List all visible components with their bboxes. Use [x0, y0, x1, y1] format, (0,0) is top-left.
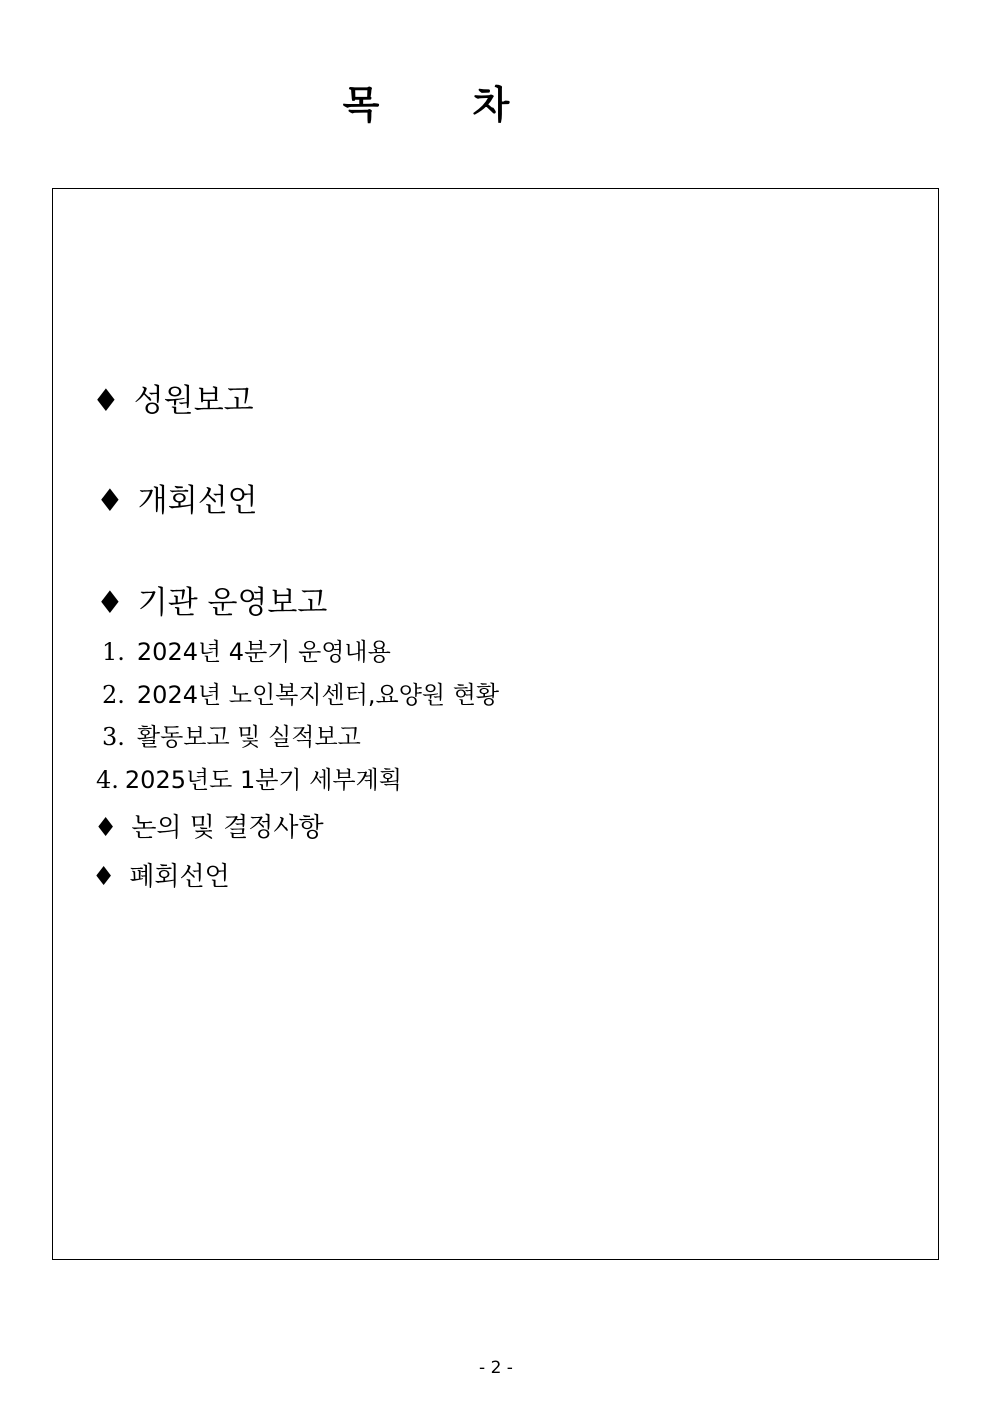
- page-number: - 2 -: [479, 1358, 513, 1378]
- toc-section-opening-declaration: [96, 483, 258, 519]
- toc-section-label: 기관 운영보고: [137, 585, 328, 621]
- diamond-bullet-icon: ♦: [94, 813, 118, 843]
- toc-section-closing-declaration: [92, 864, 230, 890]
- page-title: 목 차: [342, 83, 550, 127]
- toc-section-discussion-decisions: [94, 815, 324, 841]
- diamond-bullet-icon: ♦: [96, 483, 124, 519]
- toc-subitem-number: 2.: [102, 681, 125, 709]
- toc-subitem-label: 2025년도 1분기 세부계획: [124, 766, 402, 794]
- diamond-bullet-icon: ♦: [92, 383, 120, 419]
- toc-subitem-4: [96, 768, 402, 792]
- toc-subitem-label: 2024년 4분기 운영내용: [136, 638, 391, 666]
- toc-subitem-2: [102, 683, 499, 707]
- toc-section-attendance-report: [92, 383, 254, 419]
- toc-section-label: 폐회선언: [129, 862, 230, 892]
- toc-subitem-number: 4.: [96, 766, 119, 794]
- toc-subitem-label: 2024년 노인복지센터,요양원 현황: [136, 681, 500, 709]
- toc-section-label: 성원보고: [133, 383, 254, 419]
- toc-section-operations-report: [96, 585, 328, 621]
- toc-section-label: 개회선언: [137, 483, 258, 519]
- toc-subitem-1: [102, 640, 391, 664]
- diamond-bullet-icon: ♦: [92, 862, 116, 892]
- toc-subitem-label: 활동보고 및 실적보고: [136, 723, 361, 751]
- toc-section-label: 논의 및 결정사항: [131, 813, 324, 843]
- toc-subitem-number: 3.: [102, 723, 125, 751]
- toc-subitem-3: [102, 725, 361, 749]
- toc-subitem-number: 1.: [102, 638, 125, 666]
- diamond-bullet-icon: ♦: [96, 585, 124, 621]
